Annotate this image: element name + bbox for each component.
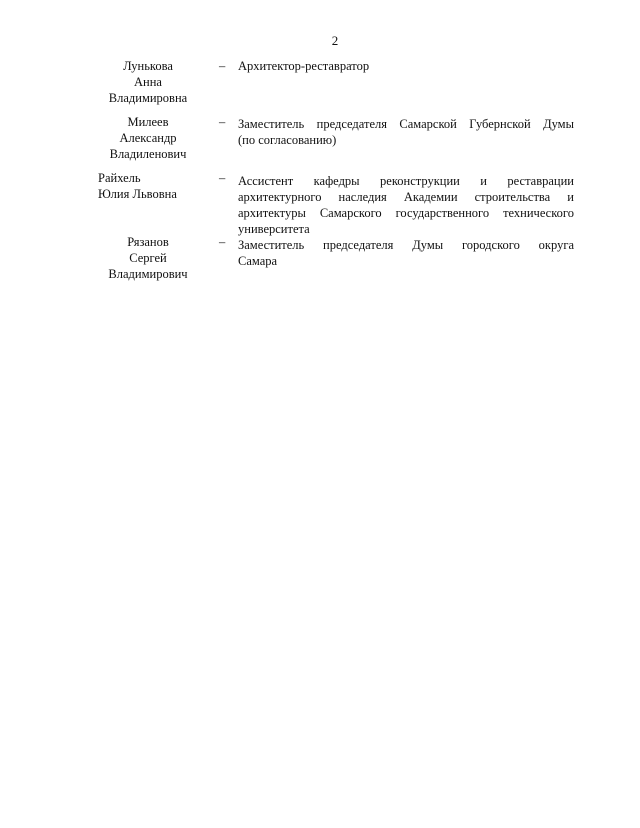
member-name-line: Милеев — [127, 115, 169, 129]
member-role-line: Заместитель председателя Самарской Губернской Думы — [238, 117, 574, 131]
member-name-line: Рязанов — [127, 235, 169, 249]
member-name-line: Лунькова — [123, 59, 173, 73]
member-role-line: университета — [238, 222, 310, 236]
member-name-line: Владимировна — [108, 91, 188, 105]
member-role-line: Ассистент кафедры реконструкции и реставрации — [238, 174, 574, 188]
member-role-line: Архитектор-реставратор — [238, 59, 370, 73]
member-role — [238, 173, 574, 237]
member-role — [238, 237, 574, 269]
member-name-line: Сергей — [129, 251, 167, 265]
member-role — [238, 116, 574, 148]
member-role-line: архитектурного наследия Академии строительства и — [238, 190, 574, 204]
dash-separator: – — [219, 115, 226, 129]
dash-separator: – — [219, 235, 226, 249]
member-role-line: (по согласованию) — [238, 133, 337, 147]
dash-separator: – — [219, 59, 226, 73]
member-name — [86, 234, 210, 282]
member-role-line: архитектуры Самарского государственного технического — [238, 206, 574, 220]
page-number: 2 — [331, 33, 339, 48]
member-name-line: Владимирович — [108, 267, 188, 281]
member-role — [238, 58, 574, 74]
member-name-line: Александр — [119, 131, 177, 145]
member-name — [86, 114, 210, 162]
member-name-line: Юлия Львовна — [98, 187, 177, 201]
member-name-line: Владиленович — [109, 147, 187, 161]
member-name — [86, 170, 210, 202]
member-name — [86, 58, 210, 106]
member-name-line: Райхель — [98, 171, 141, 185]
member-role-line: Самара — [238, 254, 278, 268]
member-role-line: Заместитель председателя Думы городского округа — [238, 238, 574, 252]
dash-separator: – — [219, 171, 226, 185]
member-name-line: Анна — [134, 75, 162, 89]
